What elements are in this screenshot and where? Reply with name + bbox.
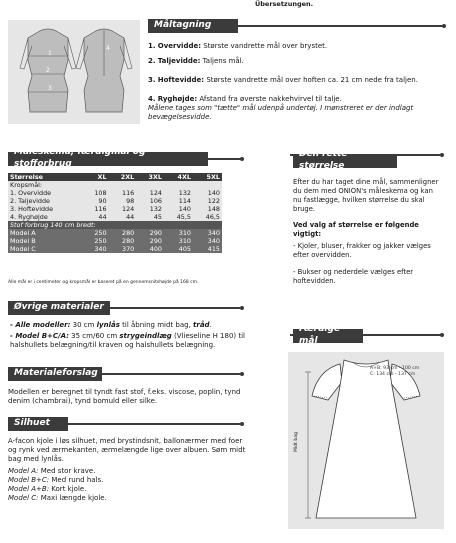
materials-interfacing: - Model B+C/A: 35 cm/60 cm strygeindlæg (Vlieseline H 180) til halshullets belægning/til kraven og halshullets belægning.: [10, 332, 246, 349]
size-table: [8, 173, 222, 253]
section-rule: [110, 307, 242, 309]
section-title-size-chart: Måleskema, færdigmål og stofforbrug: [8, 152, 208, 166]
figure-number-3: 3: [48, 85, 52, 92]
section-rule-dot: [442, 24, 446, 28]
section-rule-dot: [240, 157, 244, 161]
measure-note: Målene tages som "tætte" mål udenpå undertøj. I mønstreret er der indlagt bevægelsesvidde.: [148, 104, 414, 121]
measure-item: 4. Ryghøjde: Afstand fra øverste nakkehvirvel til talje.: [148, 95, 342, 103]
size-table-header: Størrelse XL 2XL 3XL 4XL 5XL: [10, 173, 220, 181]
section-rule: [102, 373, 242, 375]
section-title-measuring: Måltagning: [148, 19, 238, 33]
measuring-figure: [8, 20, 140, 124]
length-model-c: C: 134 cm - 137 cm: [370, 372, 416, 377]
materials-text: [10, 321, 250, 350]
suggestions-text: Modellen er beregnet til tyndt fast stof, f.eks. viscose, poplin, tynd denim (chambrai), tynd bomuld eller silke.: [8, 388, 241, 405]
section-rule: [68, 423, 242, 425]
figure-number-2: 2: [46, 67, 50, 74]
right-size-important: Ved valg af størrelse er følgende vigtigt:: [293, 221, 419, 238]
finished-garment-figure: [288, 352, 444, 529]
section-rule-dot: [440, 333, 444, 337]
section-rule-dot: [240, 306, 244, 310]
section-title-materials: Øvrige materialer: [8, 301, 110, 315]
body-measure-label: Kropsmål:: [10, 181, 43, 189]
right-size-text: [293, 178, 443, 286]
silhouette-description: A-facon kjole i løs silhuet, med brystindsnit, ballonærmer med foer og rynk ved ærmekanten, ærmelængde lige over albuen. Søm midt bag med lynlås.: [8, 437, 246, 463]
table-row: Model C 340 370 400 405 415: [10, 245, 220, 253]
section-title-silhouette: Silhuet: [8, 417, 68, 431]
figure-number-4: 4: [106, 45, 110, 52]
section-rule: [208, 158, 242, 160]
measure-item: 2. Taljevidde: Taljens mål.: [148, 57, 244, 65]
section-rule-dot: [440, 153, 444, 157]
table-row: 3. Hoftevidde 116 124 132 140 148: [10, 205, 220, 213]
model-item: Model A: Med stor krave.: [8, 467, 96, 475]
dress-illustration: [288, 352, 444, 529]
section-title-right-size: Den rette størrelse: [293, 154, 397, 168]
model-item: Model C: Maxi længde kjole.: [8, 494, 107, 502]
body-measure-illustration: [8, 20, 140, 124]
size-footnote: Alle mål er i centimeter og kropsmål er baseret på en gennemsnitshøjde på 168 cm.: [8, 280, 199, 285]
table-row: 4. Ryghøjde 44 44 45 45,5 46,5: [10, 213, 220, 221]
model-item: Model B+C: Med rund hals.: [8, 476, 104, 484]
measuring-instructions: [148, 42, 448, 126]
right-size-intro: Efter du har taget dine mål, sammenligner du dem med ONION's måleskema og kan nu fastlægge, hvilken størrelse du skal bruge.: [293, 178, 439, 213]
measure-item: 3. Hoftevidde: Største vandrette mål over hoften ca. 21 cm nede fra taljen.: [148, 76, 418, 84]
section-rule: [238, 25, 444, 27]
length-model-ab: A+B: 93 cm - 100 cm: [370, 366, 420, 371]
section-title-finished: Færdige mål: [293, 329, 363, 343]
section-title-suggestions: Materialeforslag: [8, 367, 102, 381]
right-size-rule-2: - Bukser og nederdele vælges efter hoftevidden.: [293, 268, 414, 285]
center-back-label: Midt bag: [294, 431, 299, 452]
section-rule-dot: [240, 422, 244, 426]
model-item: Model A+B: Kort kjole.: [8, 485, 87, 493]
table-row: 2. Taljevidde 90 98 106 114 122: [10, 197, 220, 205]
finished-length-labels: [370, 366, 419, 378]
top-note: Übersetzungen.: [255, 0, 314, 8]
fabric-usage-label: Stof forbrug 140 cm bredt:: [10, 221, 96, 229]
figure-number-1: 1: [48, 50, 52, 57]
silhouette-text: [8, 437, 248, 503]
section-rule-dot: [240, 372, 244, 376]
table-row: Model A 250 280 290 310 340: [10, 229, 220, 237]
table-row: Model B 250 280 290 310 340: [10, 237, 220, 245]
measure-item: 1. Overvidde: Største vandrette mål over brystet.: [148, 42, 328, 50]
table-row: 1. Overvidde 108 116 124 132 140: [10, 189, 220, 197]
right-size-rule-1: - Kjoler, bluser, frakker og jakker vælges efter overvidden.: [293, 242, 431, 259]
materials-all-models: - Alle modeller: 30 cm lynlås til åbning midt bag, tråd.: [10, 321, 212, 329]
